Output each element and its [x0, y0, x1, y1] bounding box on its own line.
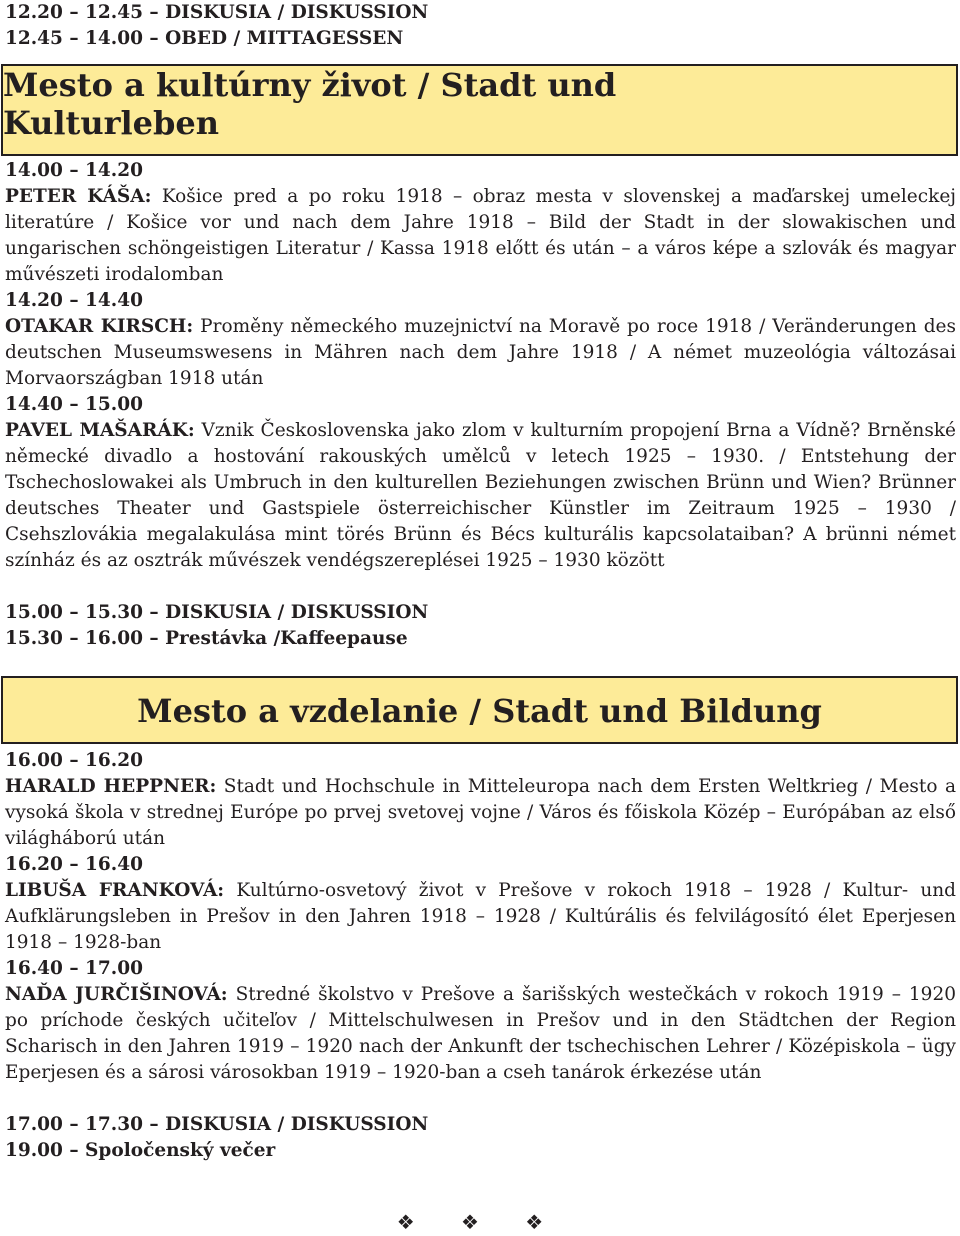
talk-speaker: NAĎA JURČIŠINOVÁ: [5, 984, 228, 1005]
schedule-social-evening: 19.00 – Spoločenský večer [5, 1140, 276, 1161]
schedule-coffee-break: 15.30 – 16.00 – Prestávka /Kaffeepause [5, 628, 408, 649]
talk-item [5, 852, 956, 956]
schedule-lunch: 12.45 – 14.00 – OBED / MITTAGESSEN [5, 28, 404, 49]
talk-description [5, 774, 956, 852]
talk-title: Košice pred a po roku 1918 – obraz mesta v slovenskej a maďarskej umeleckej literatúre / Košice vor und nach dem Jahre 1918 – Bild der Stadt in der slowakischen und ungarischen schöngeistigen Literatur / Kassa 1918 előtt és után – a város képe a szlovák és magyar művészeti irodalomban [5, 186, 957, 285]
talk-speaker: PAVEL MAŠARÁK: [5, 420, 195, 441]
talk-title: Stadt und Hochschule in Mitteleuropa nach dem Ersten Weltkrieg / Mesto a vysoká škola v strednej Európe po prvej svetovej vojne / Város és főiskola Közép – Európában az első világháború után [5, 776, 957, 849]
talk-speaker: HARALD HEPPNER: [5, 776, 217, 797]
talk-title: Vznik Československa jako zlom v kulturním propojení Brna a Vídně? Brněnské německé divadlo a hostování rakouských umělců v letech 1925 – 1930. / Entstehung der Tschechoslowakei als Umbruch in den kulturellen Beziehungen zwischen Brünn und Wien? Brünner deutsches Theater und Gastspiele österreichischer Künstler im Zeitraum 1925 – 1930 / Csehszlovákia megalakulása mint törés Brünn és Bécs kulturális kapcsolataiban? A brünni német színház és az osztrák művészek vendégszereplései 1925 – 1930 között [5, 420, 956, 571]
talk-description [5, 314, 956, 392]
talk-description [5, 418, 956, 574]
section-title-education: Mesto a vzdelanie / Stadt und Bildung [137, 692, 822, 730]
schedule-discussion: 15.00 – 15.30 – DISKUSIA / DISKUSSION [5, 602, 429, 623]
talk-description [5, 982, 956, 1086]
talk-item [5, 748, 956, 852]
talk-description [5, 184, 956, 288]
talk-item [5, 158, 956, 288]
talk-speaker: LIBUŠA FRANKOVÁ: [5, 880, 225, 901]
section-title-culture: Mesto a kultúrny život / Stadt und Kulturleben [3, 66, 617, 142]
talk-title: Stredné školstvo v Prešove a šarišských westečkách v rokoch 1919 – 1920 po príchode českých učiteľov / Mittelschulwesen in Prešov und in den Städtchen der Region Scharisch in den Jahren 1919 – 1920 nach der Ankunft der tschechischen Lehrer / Középiskola – ügy Eperjesen és a sárosi városokban 1919 – 1920-ban a cseh tanárok érkezése után [5, 984, 956, 1083]
section-banner-education [1, 676, 958, 744]
talk-time: 14.00 – 14.20 [5, 160, 143, 181]
talk-time: 16.00 – 16.20 [5, 750, 143, 771]
talk-title: Kultúrno-osvetový život v Prešove v rokoch 1918 – 1928 / Kultur- und Aufklärungsleben in Prešov in den Jahren 1918 – 1928 / Kultúrális és felvilágosító élet Eperjesen 1918 – 1928-ban [5, 880, 956, 953]
section-banner-culture [1, 64, 958, 156]
talk-time: 14.20 – 14.40 [5, 290, 143, 311]
talk-time: 16.40 – 17.00 [5, 958, 143, 979]
talk-speaker: OTAKAR KIRSCH: [5, 316, 194, 337]
talk-title: Proměny německého muzejnictví na Moravě po roce 1918 / Veränderungen des deutschen Museumswesens in Mähren nach dem Jahre 1918 / A német muzeológia változásai Morvaországban 1918 után [5, 316, 956, 389]
talk-item [5, 956, 956, 1086]
talk-speaker: PETER KÁŠA: [5, 186, 152, 207]
schedule-discussion: 12.20 – 12.45 – DISKUSIA / DISKUSSION [5, 2, 429, 23]
program-page [5, 0, 956, 1164]
talk-time: 16.20 – 16.40 [5, 854, 143, 875]
spacer [5, 1086, 956, 1112]
spacer [5, 574, 956, 600]
talk-description [5, 878, 956, 956]
talk-time: 14.40 – 15.00 [5, 394, 143, 415]
ornament-divider-icon: ❖ ❖ ❖ [396, 1210, 564, 1234]
schedule-discussion: 17.00 – 17.30 – DISKUSIA / DISKUSSION [5, 1114, 429, 1135]
talk-item [5, 392, 956, 574]
talk-item [5, 288, 956, 392]
